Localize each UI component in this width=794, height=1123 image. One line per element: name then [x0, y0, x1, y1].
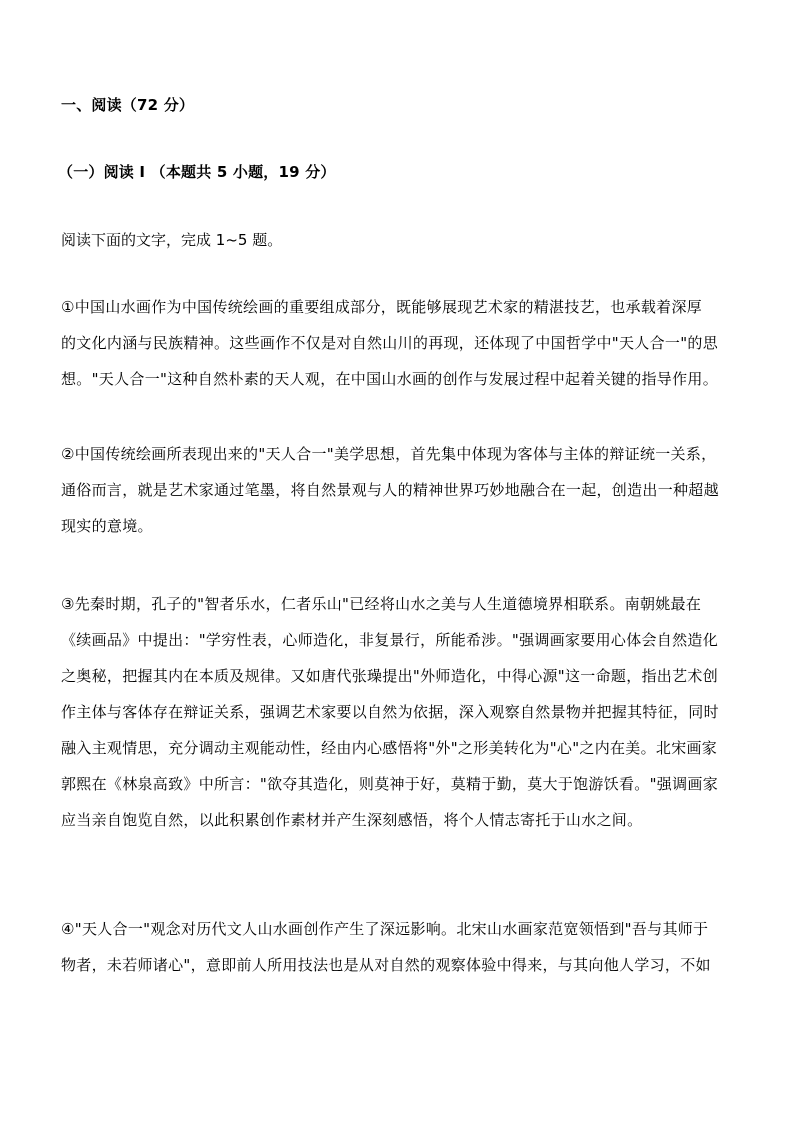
subsection-title: （一）阅读 I （本题共 5 小题，19 分） [58, 163, 336, 181]
paragraph-line: 郭熙在《林泉高致》中所言："欲夺其造化，则莫神于好，莫精于勤，莫大于饱游饫看。"强调画家 [61, 775, 719, 793]
paragraph-line: ①中国山水画作为中国传统绘画的重要组成部分，既能够展现艺术家的精湛技艺，也承载着深厚 [61, 298, 703, 316]
section-title: 一、阅读（72 分） [61, 96, 195, 114]
paragraph-2 [61, 436, 741, 544]
paragraph-line: 的文化内涵与民族精神。这些画作不仅是对自然山川的再现，还体现了中国哲学中"天人合一"的思 [61, 334, 719, 352]
reading-instruction: 阅读下面的文字，完成 1~5 题。 [61, 231, 283, 249]
paragraph-1 [61, 289, 741, 397]
paragraph-line: 通俗而言，就是艺术家通过笔墨，将自然景观与人的精神世界巧妙地融合在一起，创造出一种超越 [61, 481, 719, 499]
paragraph-3 [61, 586, 741, 838]
paragraph-line: 《续画品》中提出："学穷性表，心师造化，非复景行，所能希涉。"强调画家要用心体会自然造化 [61, 631, 719, 649]
paragraph-line: ②中国传统绘画所表现出来的"天人合一"美学思想，首先集中体现为客体与主体的辩证统一关系， [61, 445, 717, 463]
paragraph-line: 想。"天人合一"这种自然朴素的天人观，在中国山水画的创作与发展过程中起着关键的指导作用。 [61, 370, 719, 388]
paragraph-line: ④"天人合一"观念对历代文人山水画创作产生了深远影响。北宋山水画家范宽领悟到"吾与其师于 [61, 920, 709, 938]
paragraph-line: ③先秦时期，孔子的"智者乐水，仁者乐山"已经将山水之美与人生道德境界相联系。南朝姚最在 [61, 595, 702, 613]
paragraph-line: 应当亲自饱览自然，以此积累创作素材并产生深刻感悟，将个人情志寄托于山水之间。 [61, 811, 643, 829]
paragraph-line: 物者，未若师诸心"，意即前人所用技法也是从对自然的观察体验中得来，与其向他人学习，不如 [61, 956, 711, 974]
paragraph-4 [61, 911, 741, 983]
paragraph-line: 作主体与客体存在辩证关系，强调艺术家要以自然为依据，深入观察自然景物并把握其特征，同时 [61, 703, 719, 721]
paragraph-line: 现实的意境。 [61, 517, 153, 535]
paragraph-line: 之奥秘，把握其内在本质及规律。又如唐代张璪提出"外师造化，中得心源"这一命题，指出艺术创 [61, 667, 719, 685]
paragraph-line: 融入主观情思，充分调动主观能动性，经由内心感悟将"外"之形美转化为"心"之内在美。北宋画家 [61, 739, 718, 757]
